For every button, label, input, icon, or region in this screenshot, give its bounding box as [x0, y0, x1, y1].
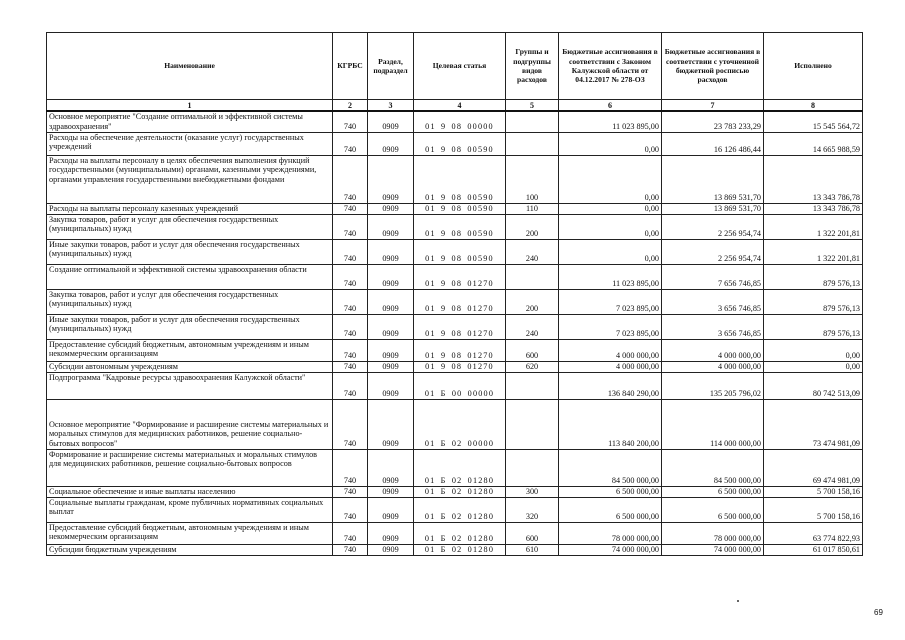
- row-kgrbs: 740: [333, 399, 368, 449]
- header-csr: Целевая статья: [414, 33, 506, 100]
- row-kgrbs: 740: [333, 214, 368, 239]
- row-refined: 6 500 000,00: [662, 486, 764, 497]
- row-executed: 13 343 786,78: [764, 155, 863, 203]
- row-razdel: 0909: [368, 449, 414, 486]
- table-row: [47, 289, 863, 314]
- row-refined: 2 256 954,74: [662, 239, 764, 264]
- column-number: 2: [333, 100, 368, 112]
- row-law: 0,00: [559, 155, 662, 203]
- header-vr: Группы и подгруппы видов расходов: [506, 33, 559, 100]
- row-vr: [506, 111, 559, 132]
- row-razdel: 0909: [368, 111, 414, 132]
- row-executed: 0,00: [764, 339, 863, 361]
- row-vr: [506, 449, 559, 486]
- row-refined: 16 126 486,44: [662, 132, 764, 155]
- row-razdel: 0909: [368, 497, 414, 522]
- row-vr: 110: [506, 203, 559, 214]
- row-csr: 01 9 08 01270: [414, 314, 506, 339]
- row-kgrbs: 740: [333, 339, 368, 361]
- table-row: [47, 203, 863, 214]
- row-vr: 600: [506, 522, 559, 544]
- row-kgrbs: 740: [333, 361, 368, 372]
- row-executed: 80 742 513,09: [764, 372, 863, 399]
- row-kgrbs: 740: [333, 449, 368, 486]
- row-law: 0,00: [559, 214, 662, 239]
- row-csr: 01 9 08 01270: [414, 289, 506, 314]
- table-row: [47, 449, 863, 486]
- row-name: Предоставление субсидий бюджетным, автономным учреждениям и иным некоммерческим организациям: [47, 522, 333, 544]
- row-name: Субсидии бюджетным учреждениям: [47, 544, 333, 555]
- row-razdel: 0909: [368, 239, 414, 264]
- row-razdel: 0909: [368, 339, 414, 361]
- row-vr: 600: [506, 339, 559, 361]
- budget-execution-table: [46, 32, 863, 556]
- row-vr: [506, 264, 559, 289]
- row-law: 11 023 895,00: [559, 111, 662, 132]
- row-name: Иные закупки товаров, работ и услуг для обеспечения государственных (муниципальных) нужд: [47, 239, 333, 264]
- row-vr: 300: [506, 486, 559, 497]
- column-number: 4: [414, 100, 506, 112]
- row-law: 0,00: [559, 132, 662, 155]
- table-row: [47, 155, 863, 203]
- row-razdel: 0909: [368, 399, 414, 449]
- row-executed: 13 343 786,78: [764, 203, 863, 214]
- row-refined: 23 783 233,29: [662, 111, 764, 132]
- header-refined: Бюджетные ассигнования в соответствии с уточненной бюджетной росписью расходов: [662, 33, 764, 100]
- row-name: Закупка товаров, работ и услуг для обеспечения государственных (муниципальных) нужд: [47, 289, 333, 314]
- row-executed: 61 017 850,61: [764, 544, 863, 555]
- row-name: Субсидии автономным учреждениям: [47, 361, 333, 372]
- row-csr: 01 9 08 00000: [414, 111, 506, 132]
- scan-speck: [737, 600, 739, 602]
- row-law: 113 840 200,00: [559, 399, 662, 449]
- row-executed: 0,00: [764, 361, 863, 372]
- row-vr: 320: [506, 497, 559, 522]
- row-kgrbs: 740: [333, 289, 368, 314]
- table-row: [47, 544, 863, 555]
- row-vr: 200: [506, 289, 559, 314]
- row-razdel: 0909: [368, 132, 414, 155]
- row-law: 84 500 000,00: [559, 449, 662, 486]
- row-razdel: 0909: [368, 486, 414, 497]
- row-kgrbs: 740: [333, 486, 368, 497]
- row-vr: 200: [506, 214, 559, 239]
- row-razdel: 0909: [368, 314, 414, 339]
- row-name: Создание оптимальной и эффективной системы здравоохранения области: [47, 264, 333, 289]
- row-refined: 13 869 531,70: [662, 155, 764, 203]
- row-law: 6 500 000,00: [559, 497, 662, 522]
- table-row: [47, 372, 863, 399]
- row-razdel: 0909: [368, 544, 414, 555]
- row-law: 7 023 895,00: [559, 314, 662, 339]
- row-law: 7 023 895,00: [559, 289, 662, 314]
- table-row: [47, 314, 863, 339]
- row-law: 11 023 895,00: [559, 264, 662, 289]
- row-csr: 01 9 08 01270: [414, 264, 506, 289]
- row-executed: 879 576,13: [764, 289, 863, 314]
- row-law: 136 840 290,00: [559, 372, 662, 399]
- row-refined: 2 256 954,74: [662, 214, 764, 239]
- header-name: Наименование: [47, 33, 333, 100]
- row-csr: 01 9 08 01270: [414, 339, 506, 361]
- row-law: 6 500 000,00: [559, 486, 662, 497]
- row-refined: 6 500 000,00: [662, 497, 764, 522]
- table-row: [47, 111, 863, 132]
- header-kgrbs: КГРБС: [333, 33, 368, 100]
- column-number: 1: [47, 100, 333, 112]
- row-razdel: 0909: [368, 372, 414, 399]
- row-executed: 1 322 201,81: [764, 239, 863, 264]
- row-razdel: 0909: [368, 289, 414, 314]
- row-law: 0,00: [559, 203, 662, 214]
- row-kgrbs: 740: [333, 155, 368, 203]
- row-law: 78 000 000,00: [559, 522, 662, 544]
- row-kgrbs: 740: [333, 544, 368, 555]
- row-refined: 7 656 746,85: [662, 264, 764, 289]
- row-name: Предоставление субсидий бюджетным, автономным учреждениям и иным некоммерческим организациям: [47, 339, 333, 361]
- column-number: 6: [559, 100, 662, 112]
- row-refined: 3 656 746,85: [662, 314, 764, 339]
- row-csr: 01 Б 00 00000: [414, 372, 506, 399]
- table-row: [47, 361, 863, 372]
- row-kgrbs: 740: [333, 239, 368, 264]
- row-law: 0,00: [559, 239, 662, 264]
- row-executed: 879 576,13: [764, 264, 863, 289]
- column-number: 8: [764, 100, 863, 112]
- row-executed: 15 545 564,72: [764, 111, 863, 132]
- row-kgrbs: 740: [333, 111, 368, 132]
- row-refined: 135 205 796,02: [662, 372, 764, 399]
- header-razdel: Раздел, подраздел: [368, 33, 414, 100]
- row-razdel: 0909: [368, 214, 414, 239]
- budget-table-page: [46, 32, 862, 556]
- column-number-row: [47, 100, 863, 112]
- table-row: [47, 214, 863, 239]
- row-csr: 01 9 08 00590: [414, 203, 506, 214]
- table-row: [47, 522, 863, 544]
- row-csr: 01 9 08 00590: [414, 239, 506, 264]
- row-csr: 01 Б 02 01280: [414, 522, 506, 544]
- row-refined: 3 656 746,85: [662, 289, 764, 314]
- row-csr: 01 Б 02 01280: [414, 497, 506, 522]
- row-executed: 14 665 988,59: [764, 132, 863, 155]
- table-row: [47, 486, 863, 497]
- row-csr: 01 9 08 01270: [414, 361, 506, 372]
- row-refined: 4 000 000,00: [662, 361, 764, 372]
- row-vr: 240: [506, 239, 559, 264]
- row-refined: 114 000 000,00: [662, 399, 764, 449]
- row-csr: 01 Б 02 01280: [414, 486, 506, 497]
- row-refined: 74 000 000,00: [662, 544, 764, 555]
- row-refined: 13 869 531,70: [662, 203, 764, 214]
- row-kgrbs: 740: [333, 314, 368, 339]
- row-csr: 01 9 08 00590: [414, 132, 506, 155]
- row-executed: 5 700 158,16: [764, 486, 863, 497]
- row-razdel: 0909: [368, 264, 414, 289]
- row-name: Подпрограмма "Кадровые ресурсы здравоохранения Калужской области": [47, 372, 333, 399]
- row-law: 4 000 000,00: [559, 339, 662, 361]
- row-executed: 69 474 981,09: [764, 449, 863, 486]
- row-razdel: 0909: [368, 522, 414, 544]
- table-row: [47, 399, 863, 449]
- row-vr: 610: [506, 544, 559, 555]
- row-vr: [506, 132, 559, 155]
- row-executed: 1 322 201,81: [764, 214, 863, 239]
- row-name: Расходы на выплаты персоналу казенных учреждений: [47, 203, 333, 214]
- table-row: [47, 132, 863, 155]
- row-razdel: 0909: [368, 155, 414, 203]
- header-law: Бюджетные ассигнования в соответствии с Законом Калужской области от 04.12.2017 № 278-ОЗ: [559, 33, 662, 100]
- row-csr: 01 9 08 00590: [414, 155, 506, 203]
- table-row: [47, 497, 863, 522]
- row-kgrbs: 740: [333, 132, 368, 155]
- row-kgrbs: 740: [333, 372, 368, 399]
- row-vr: [506, 399, 559, 449]
- row-law: 74 000 000,00: [559, 544, 662, 555]
- row-razdel: 0909: [368, 203, 414, 214]
- row-csr: 01 Б 02 01280: [414, 544, 506, 555]
- row-refined: 84 500 000,00: [662, 449, 764, 486]
- row-razdel: 0909: [368, 361, 414, 372]
- row-name: Социальное обеспечение и иные выплаты населению: [47, 486, 333, 497]
- row-name: Социальные выплаты гражданам, кроме публичных нормативных социальных выплат: [47, 497, 333, 522]
- column-number: 7: [662, 100, 764, 112]
- row-name: Расходы на обеспечение деятельности (оказание услуг) государственных учреждений: [47, 132, 333, 155]
- page-number: 69: [874, 608, 883, 617]
- row-kgrbs: 740: [333, 522, 368, 544]
- row-csr: 01 Б 02 00000: [414, 399, 506, 449]
- row-vr: [506, 372, 559, 399]
- row-vr: 620: [506, 361, 559, 372]
- row-name: Расходы на выплаты персоналу в целях обеспечения выполнения функций государственными (муниципальными) органами, казенными учреждениями, органами управления государственными внебюджетными фондами: [47, 155, 333, 203]
- row-law: 4 000 000,00: [559, 361, 662, 372]
- row-kgrbs: 740: [333, 497, 368, 522]
- table-row: [47, 339, 863, 361]
- table-header-row: [47, 33, 863, 100]
- row-refined: 4 000 000,00: [662, 339, 764, 361]
- row-csr: 01 Б 02 01280: [414, 449, 506, 486]
- row-name: Иные закупки товаров, работ и услуг для обеспечения государственных (муниципальных) нужд: [47, 314, 333, 339]
- row-kgrbs: 740: [333, 203, 368, 214]
- row-executed: 879 576,13: [764, 314, 863, 339]
- column-number: 5: [506, 100, 559, 112]
- row-kgrbs: 740: [333, 264, 368, 289]
- table-row: [47, 264, 863, 289]
- header-executed: Исполнено: [764, 33, 863, 100]
- table-row: [47, 239, 863, 264]
- row-executed: 5 700 158,16: [764, 497, 863, 522]
- row-executed: 63 774 822,93: [764, 522, 863, 544]
- row-csr: 01 9 08 00590: [414, 214, 506, 239]
- row-vr: 100: [506, 155, 559, 203]
- row-vr: 240: [506, 314, 559, 339]
- column-number: 3: [368, 100, 414, 112]
- row-refined: 78 000 000,00: [662, 522, 764, 544]
- row-name: Основное мероприятие "Создание оптимальной и эффективной системы здравоохранения": [47, 111, 333, 132]
- row-executed: 73 474 981,09: [764, 399, 863, 449]
- row-name: Закупка товаров, работ и услуг для обеспечения государственных (муниципальных) нужд: [47, 214, 333, 239]
- row-name: Основное мероприятие "Формирование и расширение системы материальных и моральных стимулов для медицинских работников, решение социально-бытовых вопросов": [47, 399, 333, 449]
- row-name: Формирование и расширение системы материальных и моральных стимулов для медицинских работников, решение социально-бытовых вопросов: [47, 449, 333, 486]
